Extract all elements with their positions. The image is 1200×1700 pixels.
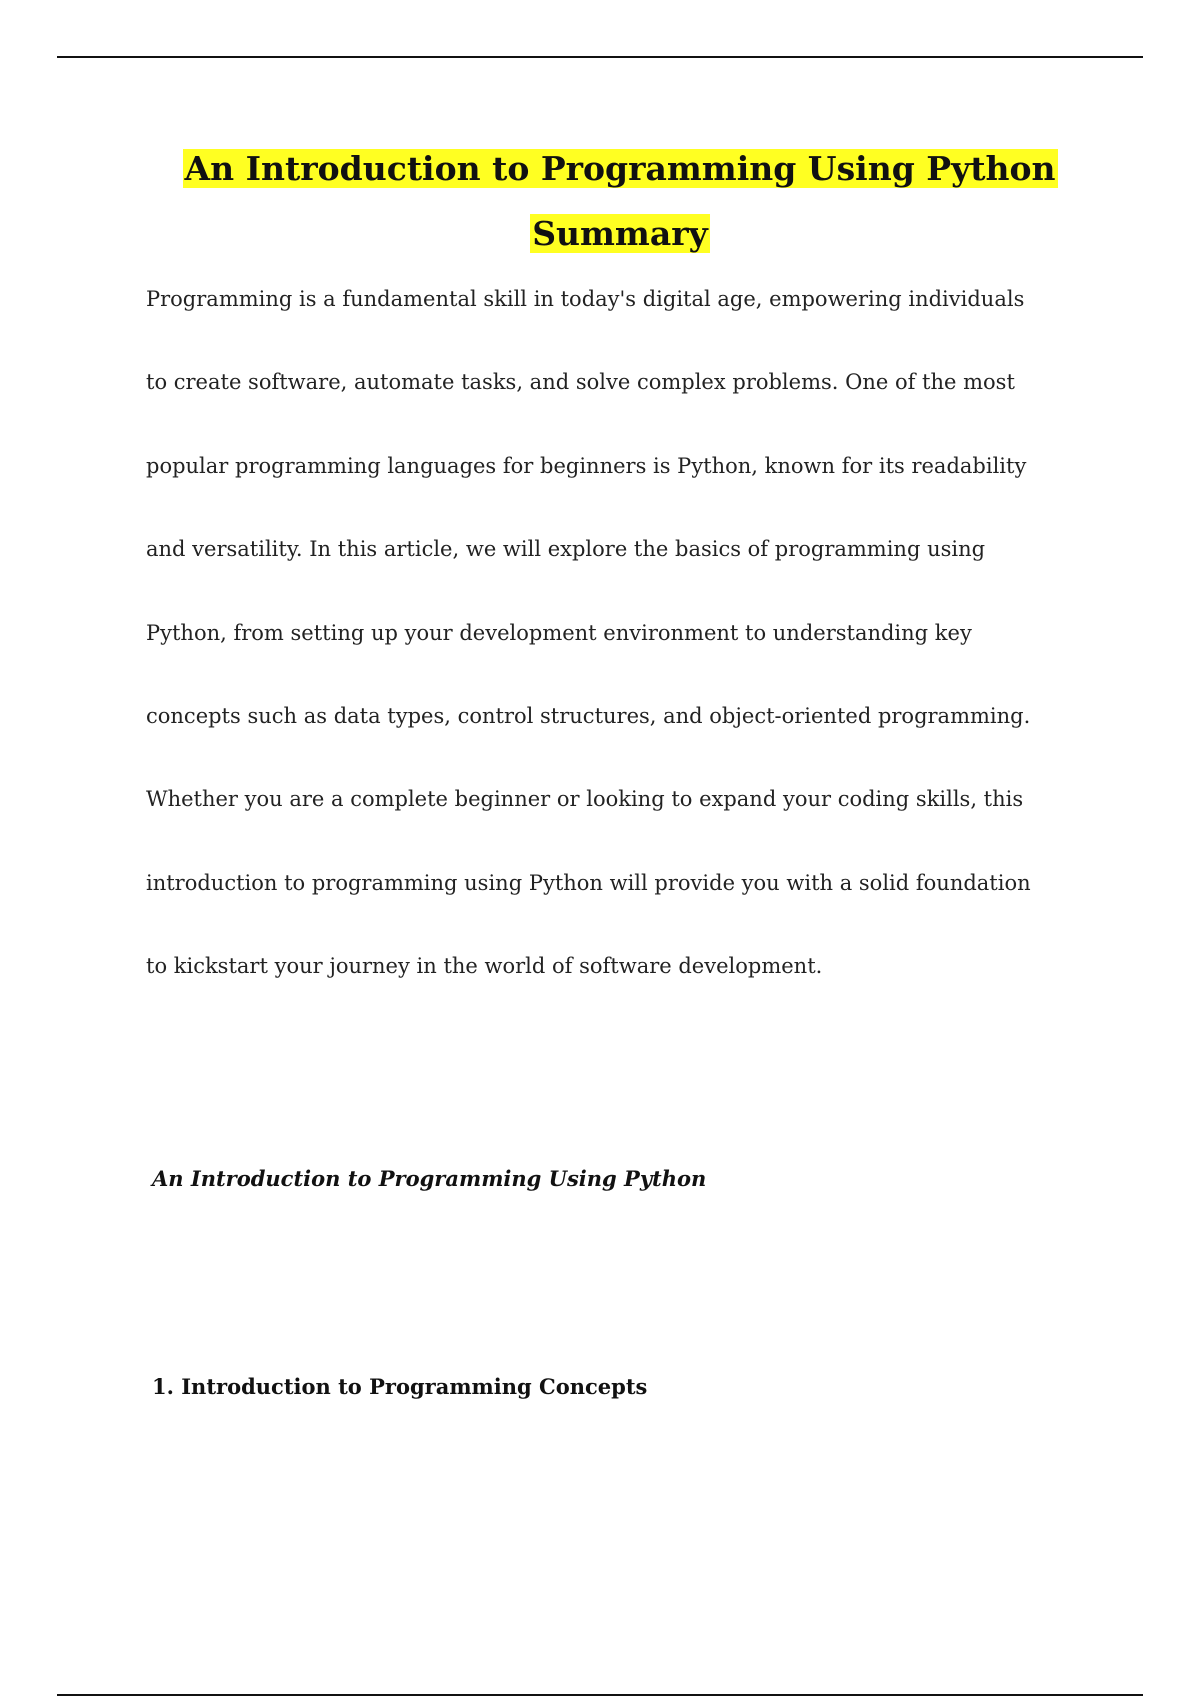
bottom-rule bbox=[57, 1694, 1143, 1696]
paragraph-line: introduction to programming using Python will provide you with a solid foundation bbox=[146, 870, 1031, 895]
paragraph-line: Python, from setting up your development environment to understanding key bbox=[146, 620, 972, 645]
title-line-2: Summary bbox=[532, 214, 708, 253]
top-rule bbox=[57, 56, 1143, 58]
paragraph-line: concepts such as data types, control structures, and object-oriented programming. bbox=[146, 703, 1031, 728]
paragraph-line: Programming is a fundamental skill in today's digital age, empowering individuals bbox=[146, 287, 1025, 311]
paragraph-line: to create software, automate tasks, and solve complex problems. One of the most bbox=[146, 370, 1015, 395]
paragraph-line: to kickstart your journey in the world of software development. bbox=[146, 954, 823, 979]
paragraph-line: Whether you are a complete beginner or looking to expand your coding skills, this bbox=[146, 787, 1024, 812]
summary-paragraph bbox=[146, 284, 1031, 1035]
title-line-1: An Introduction to Programming Using Python bbox=[184, 149, 1056, 188]
paragraph-line: and versatility. In this article, we will explore the basics of programming using bbox=[146, 537, 986, 562]
document-subtitle: An Introduction to Programming Using Python bbox=[152, 1166, 707, 1191]
section-heading: 1. Introduction to Programming Concepts bbox=[152, 1374, 648, 1399]
paragraph-line: popular programming languages for beginners is Python, known for its readability bbox=[146, 453, 1027, 478]
document-title bbox=[140, 136, 1100, 266]
